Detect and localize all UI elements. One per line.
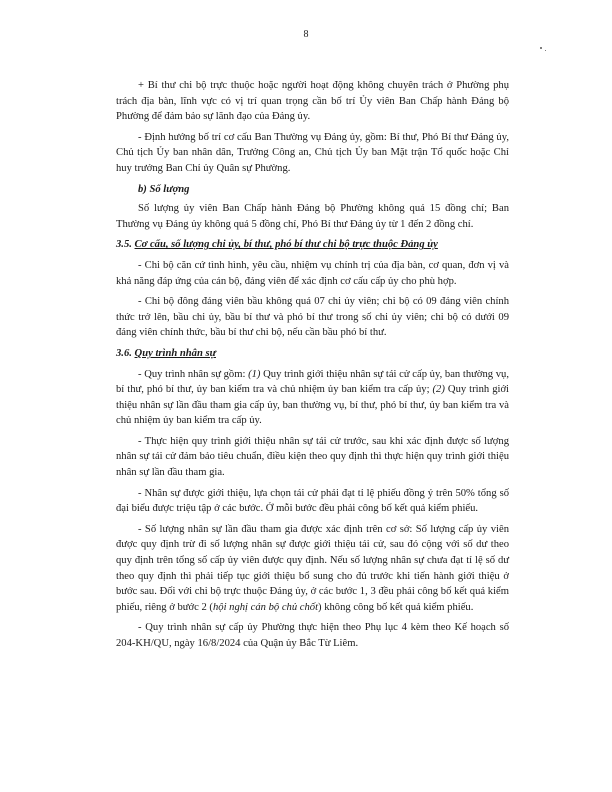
paragraph: - Chi bộ đông đảng viên bầu không quá 07 chi ủy viên; chi bộ có 09 đảng viên chính thức trở lên, bầu chi ủy, bầu bí thư và phó bí thư trong số chi ủy viên; chi bộ có dưới 09 đảng viên chính thức, bầu bí thư chi bộ, nếu cần bầu phó bí thư. xyxy=(116,296,509,339)
page-number: 8 xyxy=(303,29,309,40)
paragraph: Số lượng ủy viên Ban Chấp hành Đảng bộ Phường không quá 15 đồng chí; Ban Thường vụ Đảng ủy không quá 5 đồng chí, Phó Bí thư Đảng ủy từ 1 đến 2 đồng chí. xyxy=(116,203,509,230)
section-title: Cơ cấu, số lượng chi ủy, bí thư, phó bí thư chi bộ trực thuộc Đảng ủy xyxy=(134,239,438,251)
text-run: - Số lượng nhân sự lần đầu tham gia được xác định trên cơ sở: Số lượng cấp ủy viên được quy định trừ đi số lượng nhân sự được giới thiệu tái cử, sau đó cộng với số dư theo quy định trên tổng số cấp ủy viên được quy định. Nếu số lượng nhân sự chưa đạt tỉ lệ số dư theo quy định thì phải tiếp tục giới thiệu bổ sung cho đủ trước khi tiến hành giới thiệu ở bước sau. Đối với chi bộ trực thuộc Đảng ủy, ở các bước 1, 3 đều phải công bố kết quả kiểm phiếu, riêng ở bước 2 ( xyxy=(116,523,509,613)
text-run: ) không công bố kết quả kiểm phiếu. xyxy=(318,601,474,613)
paragraph: - Quy trình nhân sự cấp ủy Phường thực hiện theo Phụ lục 4 kèm theo Kế hoạch số 204-KH/QU, ngày 16/8/2024 của Quận ủy Bắc Từ Liêm. xyxy=(116,622,509,649)
section-heading xyxy=(116,237,509,253)
paragraph: - Chi bộ căn cứ tình hình, yêu cầu, nhiệm vụ chính trị của địa bàn, cơ quan, đơn vị và khả năng đáp ứng của cán bộ, đảng viên để xác định cơ cấu cấp ủy cho phù hợp. xyxy=(116,259,509,287)
section-number: 3.5. xyxy=(116,239,132,251)
text-run: (2) xyxy=(432,384,445,396)
paragraph: + Bí thư chi bộ trực thuộc hoặc người hoạt động không chuyên trách ở Phường phụ trách địa bàn, lĩnh vực có vị trí quan trọng cần bố trí Ủy viên Ban Chấp hành Đảng bộ Phường để đảm bảo sự lãnh đạo của Đảng ủy. xyxy=(116,80,509,123)
scan-speck xyxy=(540,47,542,49)
document-body xyxy=(116,78,509,657)
paragraph xyxy=(116,522,509,616)
paragraph: - Định hướng bố trí cơ cấu Ban Thường vụ Đảng ủy, gồm: Bí thư, Phó Bí thư Đảng ủy, Chủ tịch Ủy ban nhân dân, Trưởng Công an, Chủ tịch Ủy ban Mặt trận Tổ quốc hoặc Chỉ huy trưởng Ban Chỉ ủy Quân sự Phường. xyxy=(116,131,509,174)
text-run: hội nghị cán bộ chủ chốt xyxy=(212,601,319,613)
text-run: Quy trình giới thiệu nhân sự lần đầu tham gia cấp ủy, ban thường vụ, bí thư, phó bí thư, ủy ban kiểm tra và chủ nhiệm ủy ban kiểm tra cấp ủy. xyxy=(116,384,509,427)
subsection-heading: b) Số lượng xyxy=(138,183,190,195)
text-run: (1) xyxy=(248,368,261,380)
paragraph xyxy=(116,367,509,429)
section-number: 3.6. xyxy=(116,347,132,359)
scan-speck xyxy=(545,50,546,51)
paragraph: - Nhân sự được giới thiệu, lựa chọn tái cử phải đạt tỉ lệ phiếu đồng ý trên 50% tổng số đại biểu được triệu tập ở các bước. Ở mỗi bước đều phải công bố kết quả kiểm phiếu. xyxy=(116,487,509,515)
text-run: - Quy trình nhân sự gồm: xyxy=(138,368,249,380)
text-run: Quy trình giới thiệu nhân sự tái cử cấp ủy, ban thường vụ, bí thư, phó bí thư, ủy ban kiểm tra và chủ nhiệm ủy ban kiểm tra cấp ủy; xyxy=(116,368,509,396)
paragraph: - Thực hiện quy trình giới thiệu nhân sự tái cử trước, sau khi xác định được số lượng nhân sự tái cử đảm bảo tiêu chuẩn, điều kiện theo quy định thì thực hiện quy trình giới thiệu nhân sự lần đầu tham gia. xyxy=(116,435,509,479)
section-heading xyxy=(116,346,509,362)
section-title: Quy trình nhân sự xyxy=(134,347,216,359)
